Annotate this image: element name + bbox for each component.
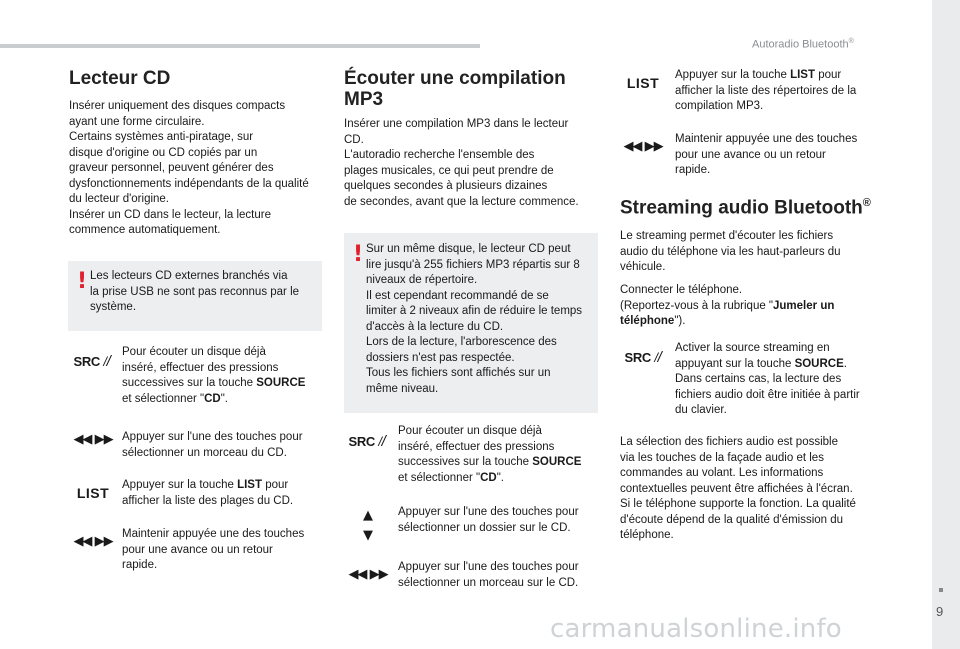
text-line: Certains systèmes anti-piratage, sur — [69, 131, 254, 143]
fast-seek-buttons-icon: ◀◀ ▶▶ — [73, 533, 113, 549]
warning-icon: ! — [77, 269, 88, 294]
source-button-icon: SRC // — [348, 432, 386, 450]
watermark: carmanualsonline.info — [550, 614, 842, 644]
text-line: via les touches de la façade audio et les — [620, 451, 824, 464]
note-line: Tous les fichiers sont affichés sur un — [366, 367, 551, 379]
mp3-track-select-instruction: Appuyer sur l'une des touches pour sélectionner un morceau sur le CD. — [398, 561, 579, 589]
text-line: contextuelles peuvent être affichées à l'écran. — [620, 482, 853, 495]
text-line: Le streaming permet d'écouter les fichiers — [620, 230, 834, 242]
section-header: Autoradio Bluetooth® — [752, 38, 854, 51]
note-text — [90, 269, 318, 316]
continuation-mark — [939, 588, 943, 592]
mp3-folder-select-instruction: Appuyer sur l'une des touches pour sélectionner un dossier sur le CD. — [398, 506, 579, 534]
note-line: Les lecteurs CD externes branchés via — [90, 270, 288, 282]
list-button-icon: LIST — [626, 75, 660, 91]
text-line: CD. — [344, 133, 364, 146]
mp3-fast-forward-instruction: Maintenir appuyée une des touches pour une avance ou un retour rapide. — [675, 133, 858, 176]
text-line: graveur personnel, peuvent générer des — [69, 162, 274, 174]
mp3-list-instruction: Appuyer sur la touche LIST pour afficher la liste des répertoires de la compilation MP3. — [675, 69, 857, 112]
cd-fast-forward-instruction: Maintenir appuyée une des touches pour une avance ou un retour rapide. — [122, 528, 305, 571]
text-line: plages musicales, ce qui peut prendre de — [344, 164, 554, 177]
text-line: ayant une forme circulaire. — [69, 115, 205, 128]
note-line: Il est cependant recommandé de se — [366, 289, 549, 302]
note-line: limiter à 2 niveaux afin de réduire le temps — [366, 305, 583, 317]
note-mp3-limits — [344, 233, 598, 413]
text-line: véhicule. — [620, 261, 666, 273]
audio-selection-text — [620, 435, 880, 544]
streaming-source-instruction: Activer la source streaming en appuyant sur la touche SOURCE. Dans certains cas, la lecture des fichiers audio doit être initiée à partir du clavier. — [675, 342, 860, 416]
cd-list-instruction: Appuyer sur la touche LIST pour afficher la liste des plages du CD. — [122, 479, 294, 507]
heading-bluetooth-streaming: Streaming audio Bluetooth® — [620, 197, 871, 219]
up-arrow-icon: ▲ — [363, 507, 373, 523]
text-line: L'autoradio recherche l'ensemble des — [344, 149, 535, 161]
seek-buttons-icon: ◀◀ ▶▶ — [348, 566, 388, 582]
heading-lecteur-cd: Lecteur CD — [69, 68, 171, 89]
text-line: audio du téléphone via les haut-parleurs du — [620, 245, 841, 258]
note-line: même niveau. — [366, 382, 439, 395]
text-line: Insérer une compilation MP3 dans le lecteur — [344, 118, 569, 130]
note-line: système. — [90, 301, 137, 313]
text-line: La sélection des fichiers audio est possible — [620, 436, 838, 448]
fast-seek-buttons-icon: ◀◀ ▶▶ — [623, 138, 663, 154]
page-number: 9 — [936, 604, 944, 619]
note-line: la prise USB ne sont pas reconnus par le — [90, 285, 300, 298]
streaming-intro-text — [620, 229, 875, 276]
note-line: Lors de la lecture, l'arborescence des — [366, 336, 557, 348]
text-line: de secondes, avant que la lecture commence. — [344, 195, 579, 208]
text-line: commence automatiquement. — [69, 224, 221, 236]
warning-icon: ! — [353, 242, 364, 267]
mp3-intro-text — [344, 117, 599, 210]
text-line: du lecteur d'origine. — [69, 193, 170, 205]
list-button-icon: LIST — [76, 485, 110, 501]
note-line: Sur un même disque, le lecteur CD peut — [366, 243, 571, 255]
note-usb-cd — [68, 261, 322, 331]
note-line: lire jusqu'à 255 fichiers MP3 répartis sur 8 — [366, 258, 580, 271]
cd-track-select-instruction: Appuyer sur l'une des touches pour sélectionner un morceau du CD. — [122, 431, 303, 459]
mp3-source-instruction: Pour écouter un disque déjà inséré, effectuer des pressions successives sur la touche SOURCE et sélectionner "CD". — [398, 425, 582, 484]
note-line: d'accès à la lecture du CD. — [366, 320, 504, 333]
note-line: dossiers n'est pas respectée. — [366, 351, 515, 364]
connect-phone-text: Connecter le téléphone. (Reportez-vous à la rubrique "Jumeler un téléphone"). — [620, 284, 835, 327]
text-line: Insérer un CD dans le lecteur, la lecture — [69, 208, 271, 221]
text-line: quelques secondes à plusieurs dizaines — [344, 180, 548, 192]
cd-intro-text — [69, 99, 329, 239]
text-line: Si le téléphone supporte la fonction. La qualité — [620, 498, 856, 510]
text-line: disque d'origine ou CD copiés par un — [69, 146, 258, 159]
source-button-icon: SRC // — [624, 348, 662, 366]
note-line: niveaux de répertoire. — [366, 274, 478, 286]
page-edge-strip — [932, 0, 960, 649]
text-line: téléphone. — [620, 529, 674, 541]
source-button-icon: SRC // — [73, 352, 111, 370]
text-line: Insérer uniquement des disques compacts — [69, 100, 286, 112]
text-line: commandes au volant. Les informations — [620, 467, 824, 479]
header-rule — [0, 44, 480, 48]
text-line: d'écoute dépend de la qualité d'émission du — [620, 513, 844, 526]
seek-buttons-icon: ◀◀ ▶▶ — [73, 431, 113, 447]
text-line: dysfonctionnements indépendants de la qualité — [69, 177, 309, 190]
cd-source-instruction: Pour écouter un disque déjà inséré, effectuer des pressions successives sur la touche SOURCE et sélectionner "CD". — [122, 346, 306, 405]
down-arrow-icon: ▼ — [363, 527, 373, 543]
heading-mp3-compilation: Écouter une compilation MP3 — [344, 68, 566, 110]
note-text — [366, 242, 596, 397]
